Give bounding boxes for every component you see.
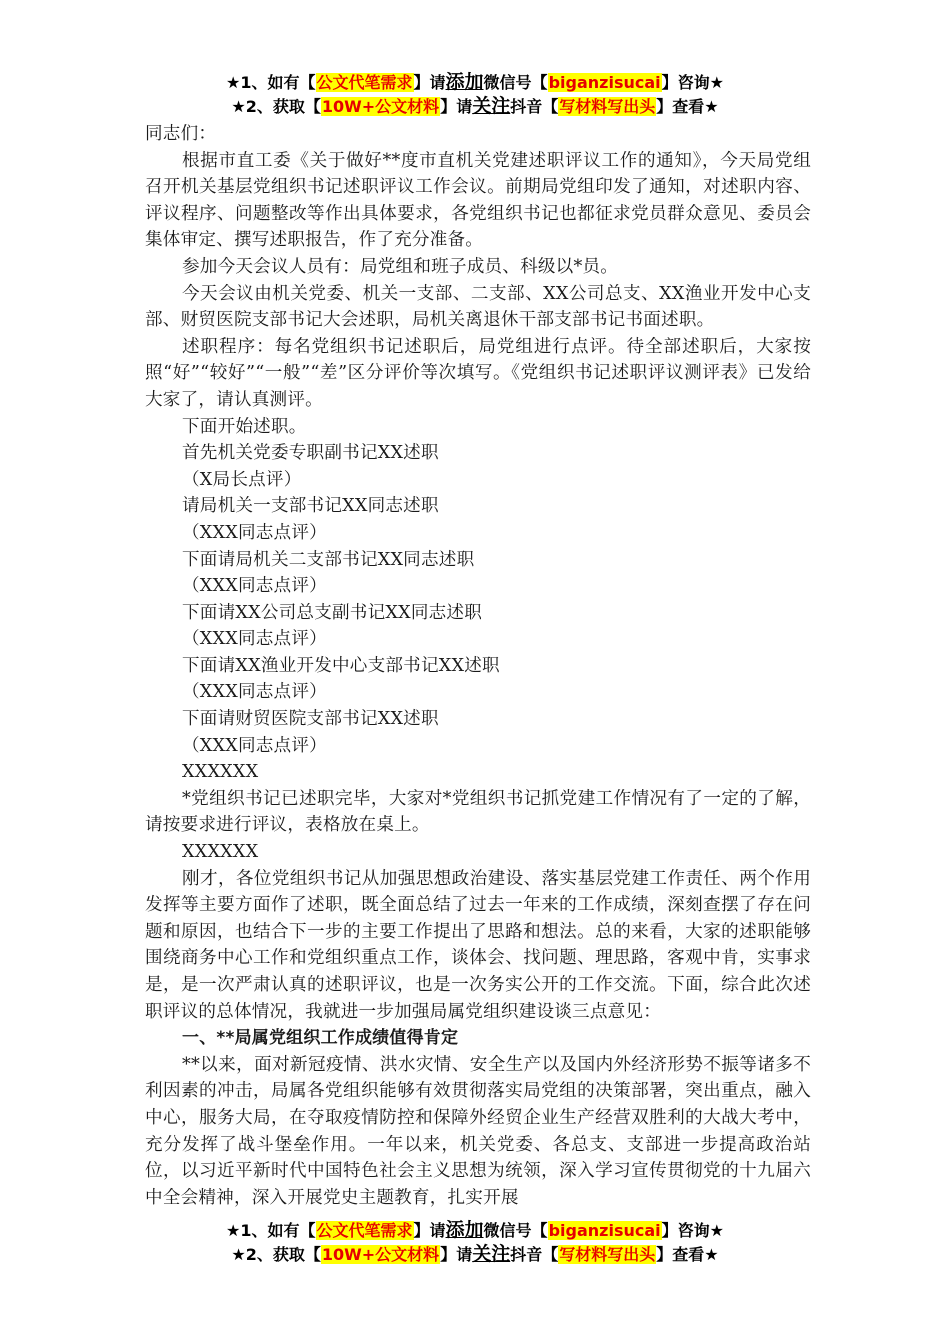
highlight-wechat-id: biganzisucai — [548, 73, 661, 92]
paragraph: 根据市直工委《关于做好**度市直机关党建述职评议工作的通知》，今天局党组召开机关基层党组织书记述职评议工作会议。前期局党组印发了通知，对述职内容、评议程序、问题整改等作出具体要求，各党组织书记也都征求党员群众意见、委员会集体审定、撰写述职报告，作了充分准备。 — [145, 150, 811, 251]
agenda-item: 下面请财贸医院支部书记XX述职 — [182, 709, 439, 730]
agenda-comment: （XXX同志点评） — [182, 735, 327, 756]
highlight-wechat-id: biganzisucai — [548, 1221, 661, 1240]
agenda-comment: （XXX同志点评） — [182, 629, 327, 650]
paragraph: 参加今天会议人员有：局党组和班子成员、科级以*员。 — [182, 256, 619, 277]
emphasis-add: 添加 — [445, 71, 484, 93]
agenda-comment: （X局长点评） — [182, 469, 302, 490]
highlight-materials: 10W+公文材料 — [321, 1245, 440, 1264]
paragraph: 下面开始述职。 — [182, 416, 307, 437]
agenda-item: 下面请XX渔业开发中心支部书记XX述职 — [182, 655, 500, 676]
paragraph: 刚才，各位党组织书记从加强思想政治建设、落实基层党建工作责任、两个作用发挥等主要方面作了述职，既全面总结了过去一年来的工作成绩，深刻查摆了存在问题和原因，也结合下一步的主要工作提出了思路和想法。总的来看，大家的述职能够围绕商务中心工作和党组织重点工作，谈体会、找问题、理思路，客观中肯，实事求是，是一次严肃认真的述职评议，也是一次务实公开的工作交流。下面，综合此次述职评议的总体情况，我就进一步加强局属党组织建设谈三点意见： — [145, 868, 811, 1022]
agenda-item: 请局机关一支部书记XX同志述职 — [182, 496, 439, 517]
highlight-materials: 10W+公文材料 — [321, 97, 440, 116]
agenda-item: 下面请XX公司总支副书记XX同志述职 — [182, 602, 483, 623]
placeholder-line: XXXXXX — [182, 762, 259, 783]
highlight-service: 公文代笔需求 — [316, 1221, 413, 1240]
paragraph: *党组织书记已述职完毕，大家对*党组织书记抓党建工作情况有了一定的了解，请按要求进行评议，表格放在桌上。 — [145, 788, 811, 836]
agenda-item: 首先机关党委专职副书记XX述职 — [182, 443, 439, 464]
promo-banner-top-line2: ★2、获取【10W+公文材料】请关注抖音【写材料写出头】查看★ — [231, 95, 719, 117]
greeting: 同志们： — [145, 124, 217, 144]
agenda-comment: （XXX同志点评） — [182, 576, 327, 597]
placeholder-line: XXXXXX — [182, 842, 259, 863]
promo-banner-bottom-line2: ★2、获取【10W+公文材料】请关注抖音【写材料写出头】查看★ — [231, 1243, 719, 1265]
paragraph: **以来，面对新冠疫情、洪水灾情、安全生产以及国内外经济形势不振等诸多不利因素的冲击，局属各党组织能够有效贯彻落实局党组的决策部署，突出重点，融入中心，服务大局，在夺取疫情防控和保障外经贸企业生产经营双胜利的大战大考中，充分发挥了战斗堡垒作用。一年以来，机关党委、各总支、支部进一步提高政治站位，以习近平新时代中国特色社会主义思想为统领，深入学习宣传贯彻党的十九届六中全会精神，深入开展党史主题教育，扎实开展 — [145, 1054, 811, 1208]
agenda-comment: （XXX同志点评） — [182, 522, 327, 543]
agenda-comment: （XXX同志点评） — [182, 682, 327, 703]
emphasis-follow: 关注 — [472, 95, 511, 117]
agenda-item: 下面请局机关二支部书记XX同志述职 — [182, 549, 475, 570]
promo-banner-top-line1: ★1、如有【公文代笔需求】请添加微信号【biganzisucai】咨询★ — [226, 71, 724, 93]
emphasis-follow: 关注 — [472, 1243, 511, 1265]
paragraph: 述职程序：每名党组织书记述职后，局党组进行点评。待全部述职后，大家按照“好”“较好”“一般”“差”区分评价等次填写。《党组织书记述职评议测评表》已发给大家了，请认真测评。 — [145, 336, 811, 410]
promo-banner-bottom-line1: ★1、如有【公文代笔需求】请添加微信号【biganzisucai】咨询★ — [226, 1219, 724, 1241]
document-body — [145, 121, 811, 1211]
highlight-douyin-name: 写材料写出头 — [559, 1245, 656, 1264]
highlight-service: 公文代笔需求 — [316, 73, 413, 92]
emphasis-add: 添加 — [445, 1219, 484, 1241]
section-heading: 一、**局属党组织工作成绩值得肯定 — [182, 1028, 459, 1049]
highlight-douyin-name: 写材料写出头 — [559, 97, 656, 116]
paragraph: 今天会议由机关党委、机关一支部、二支部、XX公司总支、XX渔业开发中心支部、财贸医院支部书记大会述职，局机关离退休干部支部书记书面述职。 — [145, 283, 811, 331]
